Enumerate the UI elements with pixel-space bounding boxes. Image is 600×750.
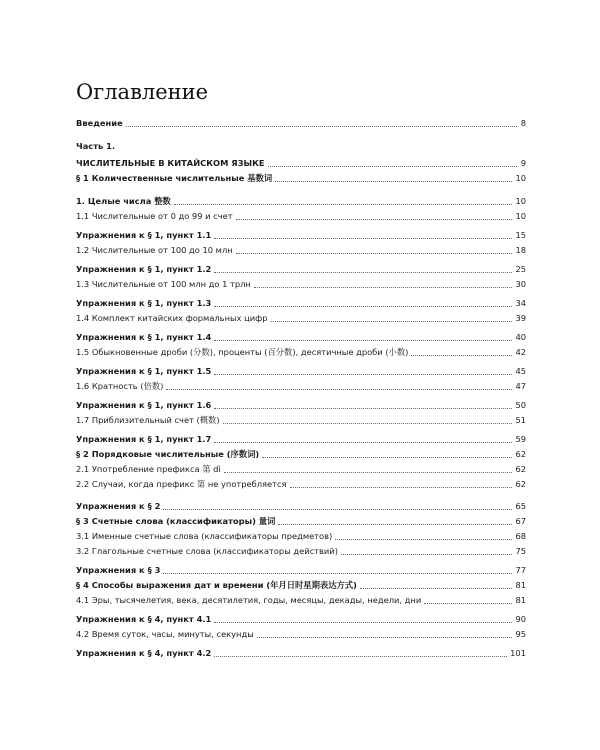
toc-entry[interactable] [76,543,526,557]
toc-entry-text: Упражнения к § 2 [76,501,161,511]
toc-entry-text: § 4 Способы выражения дат и времени (年月日时星期表达方式) [76,580,357,590]
toc-entry-text: § 1 Количественные числительные 基数词 [76,173,273,183]
toc-entry[interactable] [76,261,526,275]
toc-entry[interactable] [76,431,526,445]
toc-entry[interactable] [76,645,526,659]
toc-entry-text: 2.2 Случаи, когда префикс 第 не употребляется [76,479,287,489]
toc-page-number: 59 [515,434,526,444]
toc-entry[interactable] [76,476,526,490]
toc-entry[interactable] [76,208,526,222]
toc-page-number: 30 [515,279,526,289]
toc-entry[interactable] [76,295,526,309]
toc-entry[interactable] [76,577,526,591]
toc-entry[interactable] [76,611,526,625]
toc-entry[interactable] [76,276,526,290]
toc-entry-text: 1.5 Обыкновенные дроби (分数), проценты (百分数), десятичные дроби (小数) [76,347,409,357]
toc-page-number: 81 [515,580,526,590]
toc-entry[interactable] [76,592,526,606]
toc-entry-text: Упражнения к § 4, пункт 4.1 [76,614,212,624]
dot-leader [126,125,517,127]
dot-leader [214,305,512,307]
dot-leader [214,271,512,273]
toc-page-number: 8 [520,118,526,128]
toc-entry-text: Упражнения к § 1, пункт 1.7 [76,434,212,444]
toc-page-number: 75 [515,546,526,556]
toc-entry-text: 1.3 Числительные от 100 млн до 1 трлн [76,279,251,289]
toc-page-number: 68 [515,531,526,541]
toc-entry[interactable] [76,227,526,241]
toc-entry-text: 1.7 Приблизительный счет (概数) [76,415,220,425]
toc-entry[interactable] [76,329,526,343]
toc-entry[interactable] [76,363,526,377]
dot-leader [411,354,512,356]
page-title: Оглавление [76,80,209,104]
dot-leader [341,553,513,555]
toc-page-number: 50 [515,400,526,410]
dot-leader [214,339,512,341]
toc-page-number: 47 [515,381,526,391]
dot-leader [262,456,512,458]
toc-entry-text: 2.1 Употребление префикса 第 dì [76,464,221,474]
dot-leader [223,422,513,424]
dot-leader [214,407,512,409]
part-label: Часть 1. [76,141,116,151]
dot-leader [174,203,513,205]
toc-entry[interactable] [76,397,526,411]
toc-entry[interactable] [76,513,526,527]
toc-entry[interactable] [76,562,526,576]
toc-entry-text: § 3 Счетные слова (классификаторы) 量词 [76,516,276,526]
dot-leader [257,636,513,638]
dot-leader [268,165,517,167]
toc-entry-text: 1.6 Кратность (倍数) [76,381,164,391]
toc-entry[interactable] [76,626,526,640]
toc-entry-text: 4.1 Эры, тысячелетия, века, десятилетия, годы, месяцы, декады, недели, дни [76,595,422,605]
dot-leader [278,523,512,525]
toc-entry[interactable] [76,461,526,475]
toc-page-number: 18 [515,245,526,255]
toc-entry-text: 1.1 Числительные от 0 до 99 и счет [76,211,233,221]
toc-entry-text: 3.1 Именные счетные слова (классификаторы предметов) [76,531,333,541]
toc-page-number: 40 [515,332,526,342]
toc-page-number: 65 [515,501,526,511]
toc-page-number: 101 [510,648,526,658]
toc-entry-text: § 2 Порядковые числительные (序数词) [76,449,260,459]
dot-leader [214,621,512,623]
toc-page-number: 10 [515,211,526,221]
toc-page-number: 77 [515,565,526,575]
toc-entry-text: Упражнения к § 3 [76,565,161,575]
toc-page-number: 81 [515,595,526,605]
toc-entry-text: 1.4 Комплект китайских формальных цифр [76,313,268,323]
toc-page-number: 62 [515,449,526,459]
toc-entry-text: 1.2 Числительные от 100 до 10 млн [76,245,233,255]
toc-page-number: 25 [515,264,526,274]
toc-page-number: 45 [515,366,526,376]
toc-entry-text: Упражнения к § 1, пункт 1.6 [76,400,212,410]
dot-leader [271,320,513,322]
toc-entry[interactable] [76,528,526,542]
toc-entry[interactable] [76,446,526,460]
toc-page-number: 42 [515,347,526,357]
dot-leader [214,237,512,239]
toc-page-number: 39 [515,313,526,323]
toc-page-number: 10 [515,173,526,183]
toc-entry[interactable] [76,242,526,256]
dot-leader [214,655,507,657]
dot-leader [236,252,513,254]
toc-page-number: 67 [515,516,526,526]
toc-entry-text: ЧИСЛИТЕЛЬНЫЕ В КИТАЙСКОМ ЯЗЫКЕ [76,158,265,168]
dot-leader [335,538,512,540]
toc-page-number: 34 [515,298,526,308]
dot-leader [163,572,512,574]
toc-entry[interactable] [76,310,526,324]
toc-entry-text: Упражнения к § 4, пункт 4.2 [76,648,212,658]
toc-entry[interactable] [76,412,526,426]
dot-leader [254,286,513,288]
dot-leader [224,471,513,473]
toc-entry-text: Упражнения к § 1, пункт 1.5 [76,366,212,376]
dot-leader [214,441,512,443]
toc-page-number: 62 [515,479,526,489]
toc-entry[interactable] [76,170,526,184]
toc-entry[interactable] [76,344,526,358]
toc-page-number: 95 [515,629,526,639]
toc-entry-text: Упражнения к § 1, пункт 1.4 [76,332,212,342]
toc-entry-text: 1. Целые числа 整数 [76,196,171,206]
dot-leader [360,587,513,589]
toc-page-number: 62 [515,464,526,474]
toc-entry[interactable] [76,193,526,207]
dot-leader [163,508,512,510]
toc-entry-text: Упражнения к § 1, пункт 1.1 [76,230,212,240]
toc-page-number: 51 [515,415,526,425]
toc-entry-text: Упражнения к § 1, пункт 1.2 [76,264,212,274]
dot-leader [214,373,512,375]
toc-page-number: 15 [515,230,526,240]
toc-entry[interactable] [76,155,526,169]
dot-leader [290,486,513,488]
toc-entry[interactable] [76,378,526,392]
toc-page-number: 90 [515,614,526,624]
toc-entry-text: Упражнения к § 1, пункт 1.3 [76,298,212,308]
toc-entry[interactable] [76,498,526,512]
dot-leader [166,388,512,390]
toc-page-number: 9 [520,158,526,168]
toc-entry-text: 4.2 Время суток, часы, минуты, секунды [76,629,254,639]
dot-leader [275,180,512,182]
dot-leader [236,218,513,220]
toc-entry-text: 3.2 Глагольные счетные слова (классификаторы действий) [76,546,338,556]
toc-page-number: 10 [515,196,526,206]
toc-entry-intro[interactable] [76,115,526,129]
dot-leader [424,602,512,604]
toc-entry-text: Введение [76,118,123,128]
